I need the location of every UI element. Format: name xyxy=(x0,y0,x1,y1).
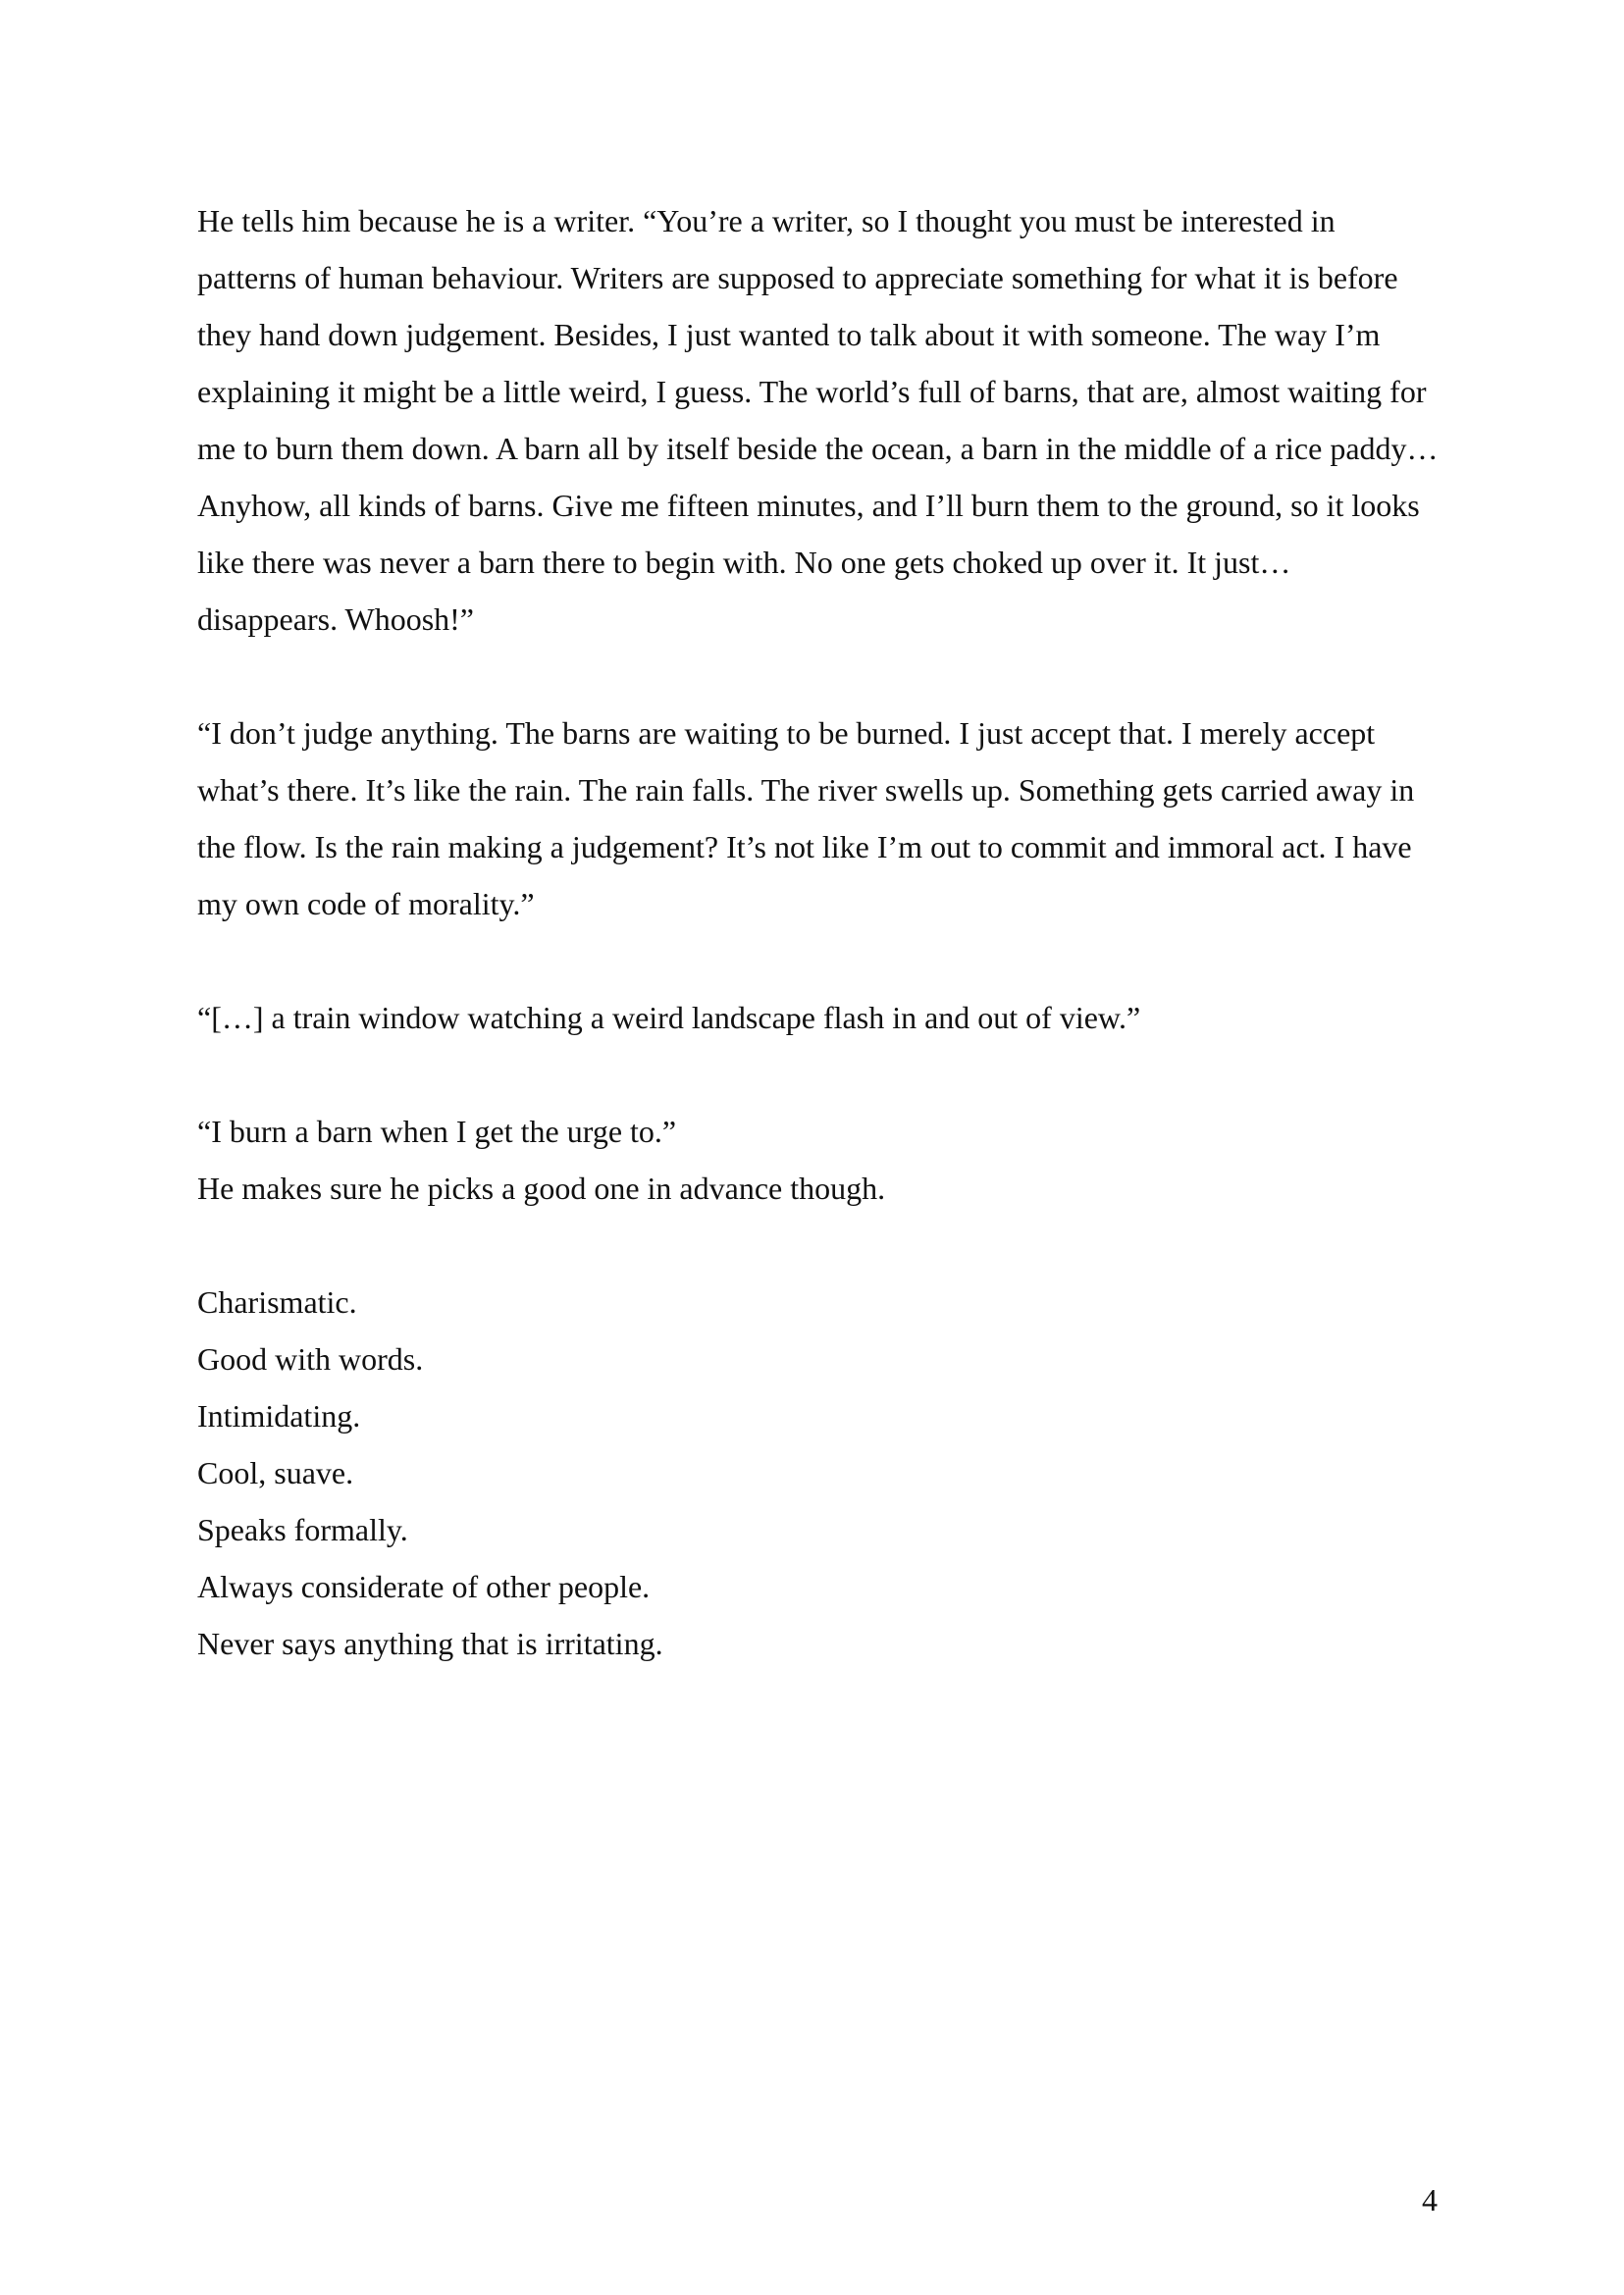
trait-item: Good with words. xyxy=(197,1341,424,1377)
trait-item: Always considerate of other people. xyxy=(197,1569,651,1604)
trait-item: Cool, suave. xyxy=(197,1455,354,1490)
trait-item: Charismatic. xyxy=(197,1284,357,1320)
paragraph-judgement: “I don’t judge anything. The barns are waiting to be burned. I just accept that. I merely accept what’s there. It’s like the rain. The rain falls. The river swells up. Something gets carried away in the flow. Is the rain making a judgement? It’s not like I’m out to commit and immoral act. I have my own code of morality.” xyxy=(197,715,1415,921)
quote-line: “I burn a barn when I get the urge to.” xyxy=(197,1114,677,1149)
trait-item: Speaks formally. xyxy=(197,1512,408,1547)
paragraph-train-window: “[…] a train window watching a weird landscape flash in and out of view.” xyxy=(197,1000,1141,1035)
paragraph-explanation: He tells him because he is a writer. “You’re a writer, so I thought you must be interested in patterns of human behaviour. Writers are supposed to appreciate something for what it is before they hand down judgement. Besides, I just wanted to talk about it with someone. The way I’m explaining it might be a little weird, I guess. The world’s full of barns, that are, almost waiting for me to burn them down. A barn all by itself beside the ocean, a barn in the middle of a rice paddy… Anyhow, all kinds of barns. Give me fifteen minutes, and I’ll burn them to the ground, so it looks like there was never a barn there to begin with. No one gets choked up over it. It just… disappears. Whoosh!” xyxy=(197,203,1439,637)
quote-line: He makes sure he picks a good one in advance though. xyxy=(197,1171,886,1206)
trait-item: Never says anything that is irritating. xyxy=(197,1626,663,1661)
trait-item: Intimidating. xyxy=(197,1398,361,1434)
trait-list xyxy=(197,1274,1439,1672)
page-number: 4 xyxy=(1422,2182,1438,2217)
quote-block xyxy=(197,1103,1439,1217)
body-text xyxy=(197,192,1439,1729)
